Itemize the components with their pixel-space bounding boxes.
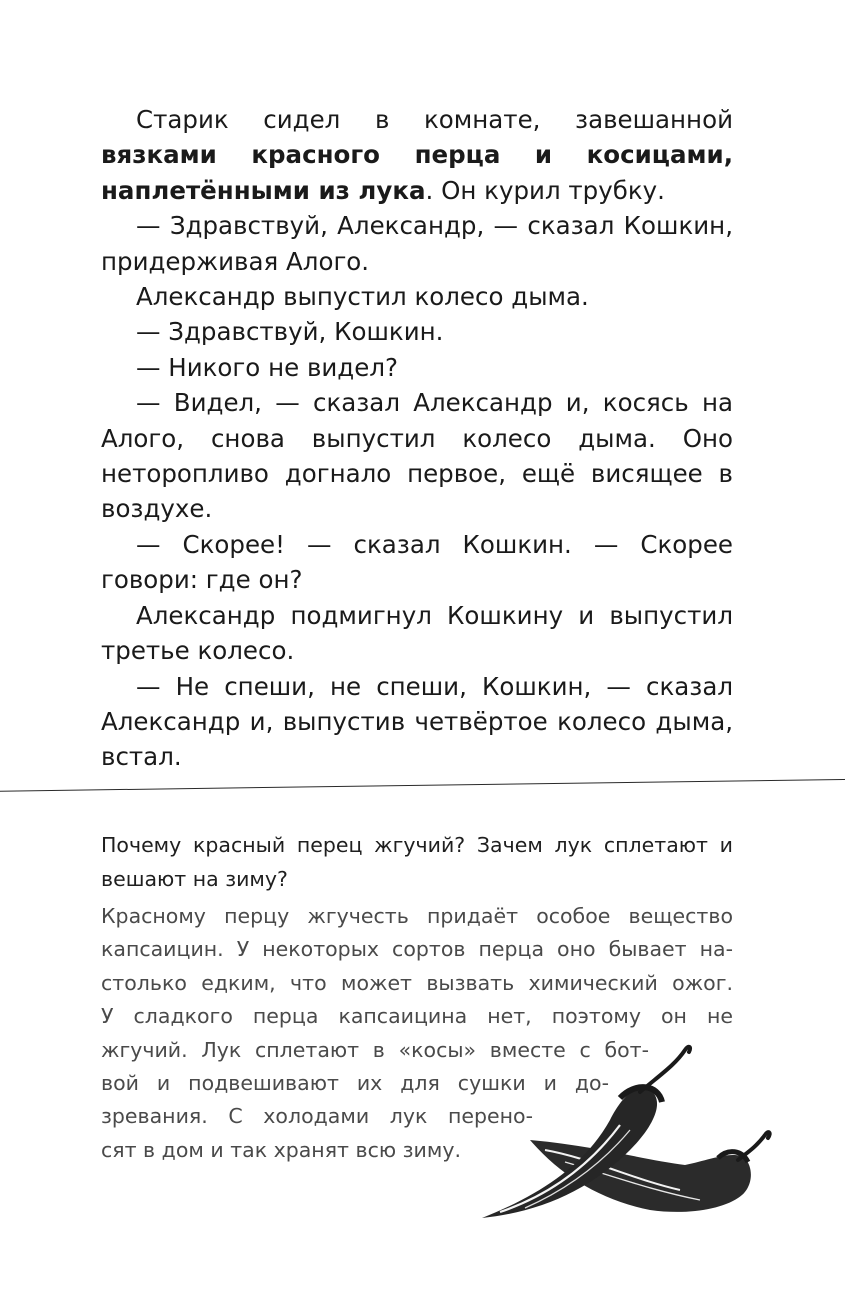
paragraph: — Никого не видел? [136, 352, 398, 382]
story-text [101, 102, 733, 775]
chili-pepper-illustration [470, 1040, 780, 1240]
answer-line: вой и подвешивают их для сушки и до- [101, 1071, 609, 1096]
paragraph: — Скорее! — сказал Кошкин. — Скорее говори: где он? [101, 529, 733, 595]
answer-line: зревания. С холодами лук перено- [101, 1104, 533, 1129]
answer-line: У сладкого перца капсаицина нет, поэтому он не [101, 1004, 733, 1029]
paragraph: Александр выпустил колесо дыма. [136, 282, 589, 312]
text-run: Старик сидел в комнате, завешанной [136, 105, 733, 134]
answer-line: жгучий. Лук сплетают в «косы» вместе с бот- [101, 1037, 649, 1062]
paragraph: — Здравствуй, Александр, — сказал Кошкин, придерживая Алого. [101, 211, 733, 276]
answer-line: капсаицин. У некоторых сортов перца оно бывает на- [101, 937, 733, 962]
section-divider [0, 779, 845, 792]
paragraph: — Не спеши, не спеши, Кошкин, — сказал Александр и, выпустив четвёртое колесо дыма, встал. [101, 671, 733, 772]
sidebar-question: Почему красный перец жгучий? Зачем лук сплетают и вешают на зиму? [101, 833, 733, 891]
answer-line: столько едким, что может вызвать химический ожог. [101, 970, 733, 995]
answer-line: сят в дом и так хранят всю зиму. [101, 1137, 461, 1162]
paragraph: — Видел, — сказал Александр и, косясь на Алого, снова выпустил колесо дыма. Оно неторопливо догнало первое, ещё висящее в воздухе. [101, 388, 733, 524]
paragraph: — Здравствуй, Кошкин. [136, 317, 444, 347]
answer-line: Красному перцу жгучесть придаёт особое вещество [101, 904, 733, 928]
paragraph [101, 102, 733, 208]
bold-text: вязками красного перца и косицами, наплетёнными из лука [101, 140, 733, 205]
text-run: . Он курил трубку. [425, 175, 665, 205]
paragraph: Александр подмигнул Кошкину и выпустил третье колесо. [101, 600, 733, 666]
